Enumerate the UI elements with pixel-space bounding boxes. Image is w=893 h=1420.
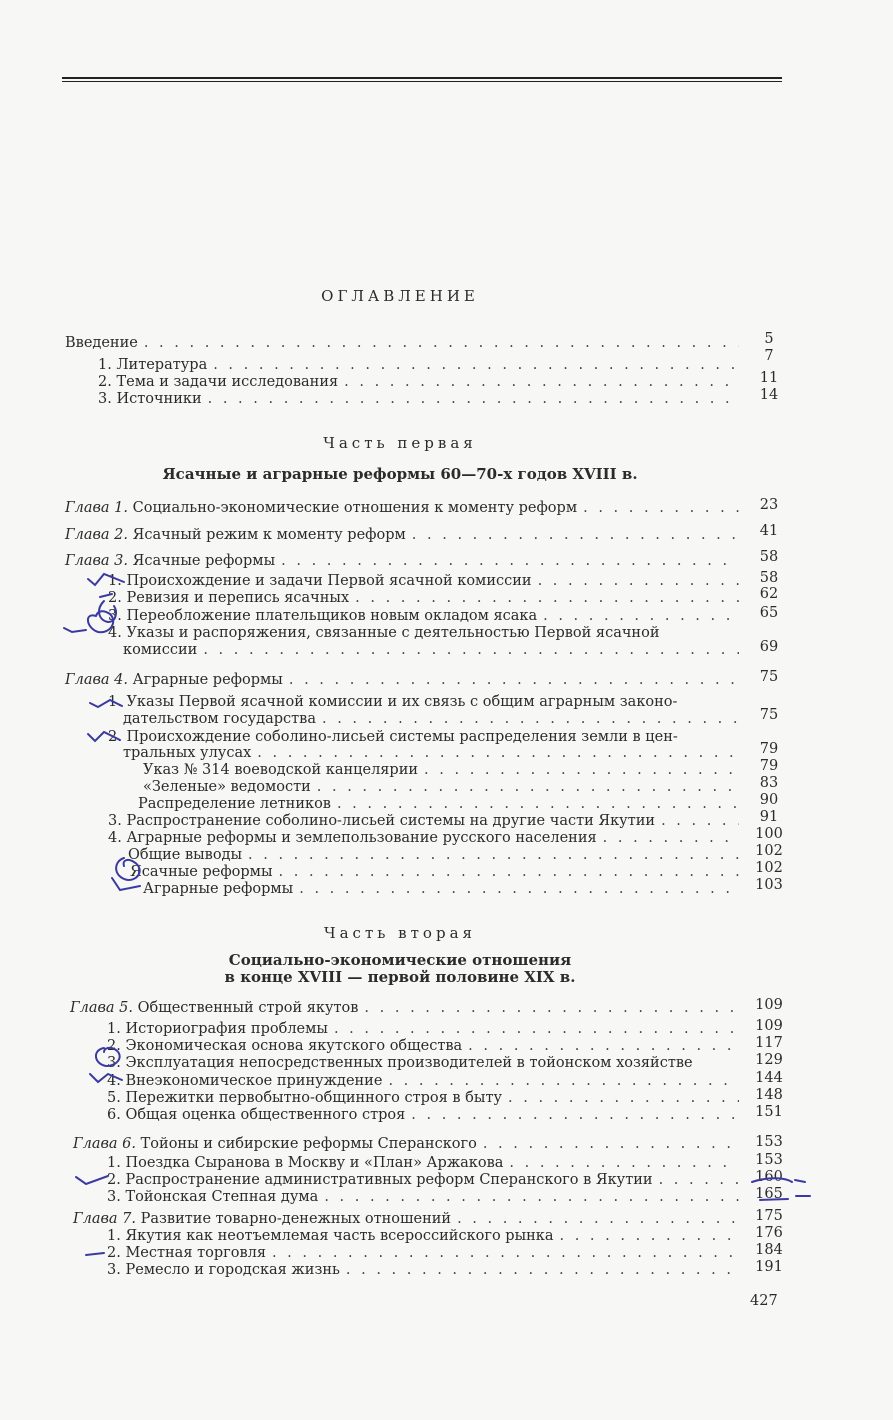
check-mark xyxy=(76,1176,108,1184)
page-ref: 90 xyxy=(759,792,779,808)
page-ref: 65 xyxy=(759,605,779,621)
toc-entry: 4. Аграрные реформы и землепользование русского населения . . . xyxy=(108,830,745,846)
toc-chapter: Глава 6. Тойоны и сибирские реформы Сперанского . . . xyxy=(73,1136,745,1152)
toc-entry: 1. Историография проблемы . . . xyxy=(107,1021,745,1037)
toc-chapter: Глава 3. Ясачные реформы . . . xyxy=(65,553,745,569)
toc-entry: 3. Эксплуатация непосредственных производителей в тойонском хозяйстве xyxy=(107,1055,693,1071)
toc-chapter: Глава 2. Ясачный режим к моменту реформ . . . xyxy=(65,527,745,543)
page-ref: 129 xyxy=(755,1052,783,1068)
page-ref: 79 xyxy=(759,741,779,757)
page-ref: 69 xyxy=(759,639,779,655)
toc-chapter: Глава 4. Аграрные реформы . . . xyxy=(65,672,745,688)
page-ref: 58 xyxy=(759,570,779,586)
page-ref: 103 xyxy=(755,877,783,893)
toc-entry: дательством государства . . . xyxy=(123,711,745,727)
toc-entry: 4. Указы и распоряжения, связанные с деятельностью Первой ясачной xyxy=(108,625,660,641)
toc-entry: 2. Происхождение соболино-лисьей системы распределения земли в цен- xyxy=(108,729,678,745)
dash-mark xyxy=(795,1180,805,1182)
toc-entry: комиссии . . . xyxy=(123,642,745,658)
toc-entry: 5. Пережитки первобытно-общинного строя в быту . . . xyxy=(107,1090,745,1106)
toc-entry: Распределение летников . . . xyxy=(138,796,745,812)
page-ref: 11 xyxy=(759,370,779,386)
page-ref: 75 xyxy=(759,669,779,685)
toc-entry: 3. Распространение соболино-лисьей системы на другие части Якутии . . . xyxy=(108,813,745,829)
check-mark xyxy=(88,732,120,741)
page-ref: 100 xyxy=(755,826,783,842)
toc-entry: 3. Тойонская Степная дума . . . xyxy=(107,1189,745,1205)
toc-entry-intro: Введение . . . xyxy=(65,335,745,351)
page-ref: 160 xyxy=(755,1169,783,1185)
part-two-title: в конце XVIII — первой половине XIX в. xyxy=(224,968,576,986)
page-ref: 151 xyxy=(755,1104,783,1120)
page-ref: 102 xyxy=(755,843,783,859)
part-one-title: Ясачные и аграрные реформы 60—70-х годов XVIII в. xyxy=(162,465,638,483)
page-ref: 102 xyxy=(755,860,783,876)
toc-entry: 1. Литература . . . xyxy=(98,357,745,373)
toc-entry: 1. Якутия как неотъемлемая часть всероссийского рынка . . . xyxy=(107,1228,745,1244)
page-ref: 109 xyxy=(755,997,783,1013)
toc-entry: 1. Поездка Сыранова в Москву и «План» Аржакова . . . xyxy=(107,1155,745,1171)
toc-chapter: Глава 1. Социально-экономические отношения к моменту реформ . . . xyxy=(65,500,745,516)
page-ref: 79 xyxy=(759,758,779,774)
page-ref: 62 xyxy=(759,586,779,602)
toc-entry: 2. Местная торговля . . . xyxy=(107,1245,745,1261)
page-ref: 117 xyxy=(755,1035,783,1051)
toc-entry: 2. Ревизия и перепись ясачных . . . xyxy=(108,590,745,606)
page-number: 427 xyxy=(750,1293,778,1309)
toc-entry: тральных улусах . . . xyxy=(123,745,745,761)
check-mark xyxy=(64,628,86,632)
toc-entry: 6. Общая оценка общественного строя . . . xyxy=(107,1107,745,1123)
page-ref: 148 xyxy=(755,1087,783,1103)
page-ref: 91 xyxy=(759,809,779,825)
part-two-title: Социально-экономические отношения xyxy=(228,951,572,969)
page-ref: 153 xyxy=(755,1134,783,1150)
toc-entry: 4. Внеэкономическое принуждение . . . xyxy=(107,1073,745,1089)
circle-mark xyxy=(96,1048,120,1066)
toc-entry: 1. Происхождение и задачи Первой ясачной комиссии . . . xyxy=(108,573,745,589)
underline-mark xyxy=(760,1199,788,1200)
page-ref: 175 xyxy=(755,1208,783,1224)
page-ref: 7 xyxy=(764,348,774,364)
toc-title: ОГЛАВЛЕНИЕ xyxy=(321,287,479,305)
toc-entry: Общие выводы . . . xyxy=(128,847,745,863)
page-ref: 144 xyxy=(755,1070,783,1086)
page-ref: 41 xyxy=(759,523,779,539)
page-ref: 191 xyxy=(755,1259,783,1275)
toc-entry: Указ № 314 воеводской канцелярии . . . xyxy=(143,762,745,778)
toc-entry: Аграрные реформы . . . xyxy=(143,881,745,897)
toc-entry: 3. Ремесло и городская жизнь . . . xyxy=(107,1262,745,1278)
underline-mark xyxy=(752,1178,792,1182)
part-one-heading: Часть первая xyxy=(323,434,477,452)
toc-entry: 2. Экономическая основа якутского общества . . . xyxy=(107,1038,745,1054)
toc-entry: 1. Указы Первой ясачной комиссии и их связь с общим аграрным законо- xyxy=(108,694,678,710)
toc-chapter: Глава 7. Развитие товарно-денежных отношений . . . xyxy=(73,1211,745,1227)
check-mark xyxy=(88,574,124,585)
toc-entry: 3. Переобложение плательщиков новым окладом ясака . . . xyxy=(108,608,745,624)
toc-entry: 3. Источники . . . xyxy=(98,391,745,407)
toc-entry: 2. Тема и задачи исследования . . . xyxy=(98,374,745,390)
page-ref: 23 xyxy=(759,497,779,513)
page-ref: 14 xyxy=(759,387,779,403)
toc-entry: «Зеленые» ведомости . . . xyxy=(143,779,745,795)
circle-mark xyxy=(116,858,140,880)
page-ref: 75 xyxy=(759,707,779,723)
page-ref: 176 xyxy=(755,1225,783,1241)
page-ref: 83 xyxy=(759,775,779,791)
check-mark xyxy=(90,700,122,707)
toc-entry: 2. Распространение административных реформ Сперанского в Якутии . . . xyxy=(107,1172,745,1188)
page-ref: 5 xyxy=(764,331,774,347)
toc-chapter: Глава 5. Общественный строй якутов . . . xyxy=(70,1000,745,1016)
part-two-heading: Часть вторая xyxy=(324,924,476,942)
page-ref: 58 xyxy=(759,549,779,565)
page-ref: 109 xyxy=(755,1018,783,1034)
page-ref: 165 xyxy=(755,1186,783,1202)
page-ref: 153 xyxy=(755,1152,783,1168)
page-ref: 184 xyxy=(755,1242,783,1258)
underline-mark xyxy=(86,1253,104,1255)
check-mark xyxy=(90,1074,122,1082)
toc-entry: Ясачные реформы . . . xyxy=(130,864,745,880)
